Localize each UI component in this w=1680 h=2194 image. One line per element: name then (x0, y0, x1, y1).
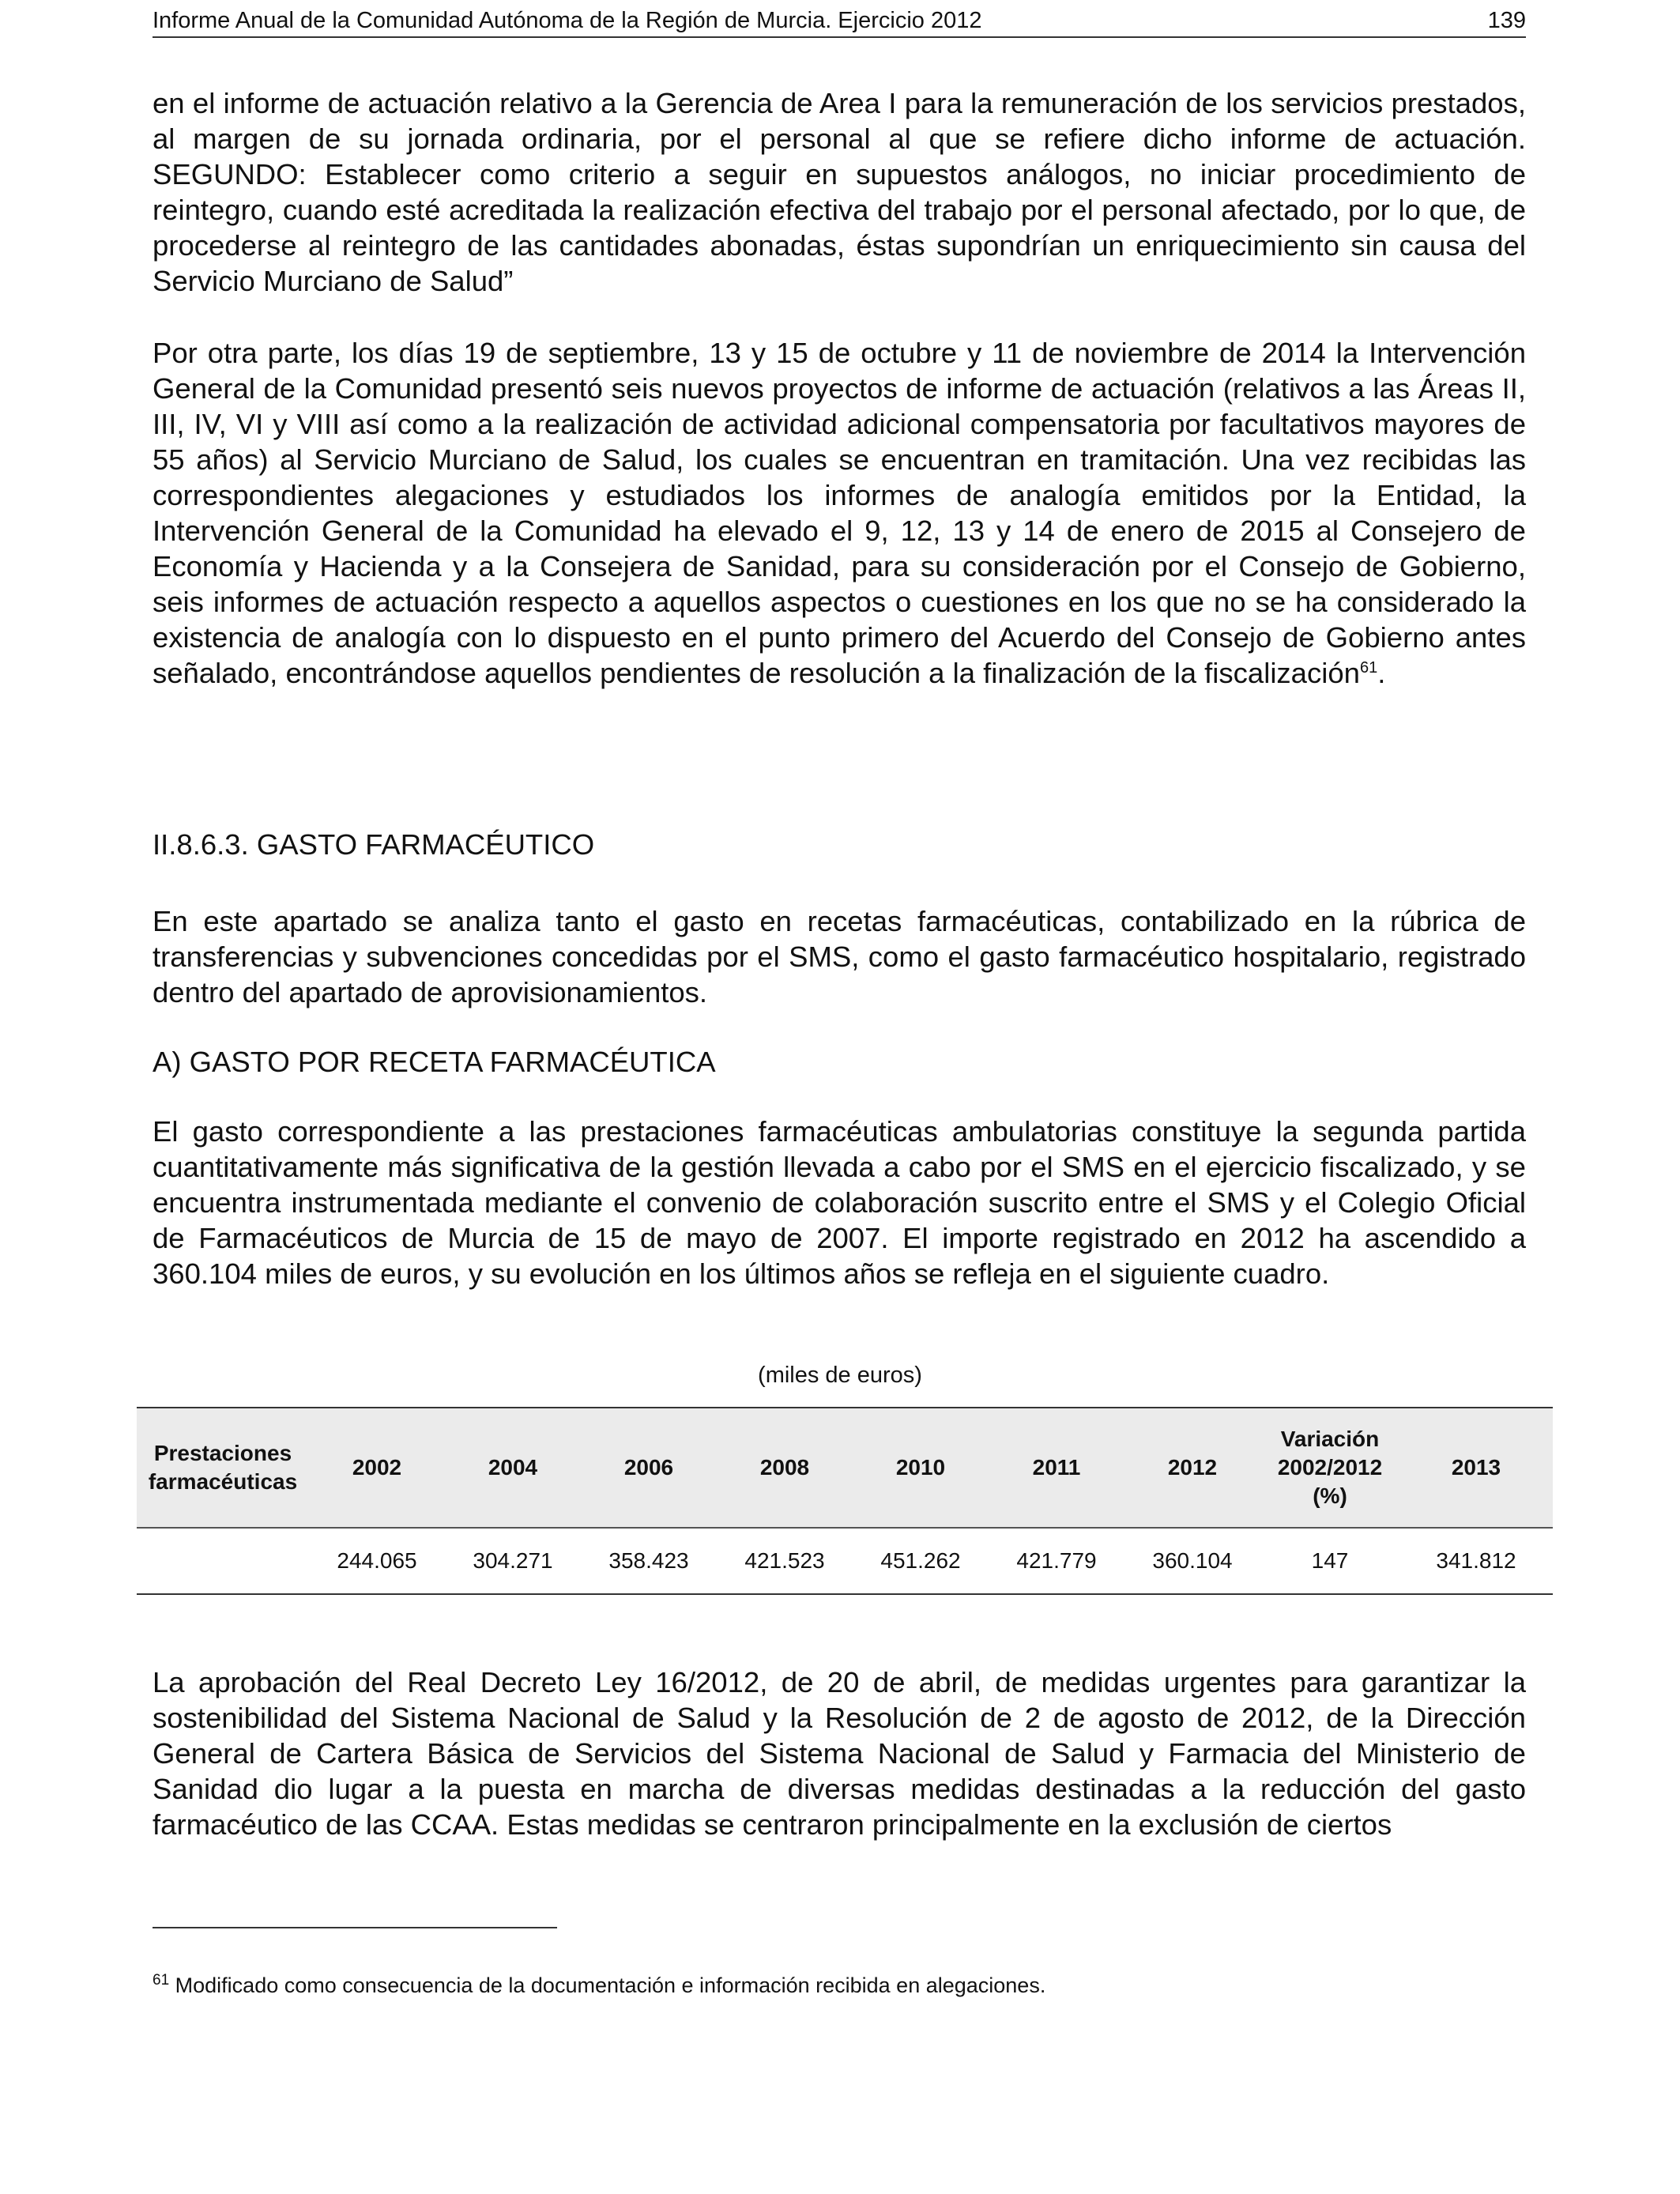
cell-2012: 360.104 (1124, 1528, 1260, 1594)
paragraph-5: La aprobación del Real Decreto Ley 16/2012, de 20 de abril, de medidas urgentes para garantizar la sostenibilidad del Sistema Nacional de Salud y la Resolución de 2 de agosto de 2012, de la Dirección General de Cartera Básica de Servicios del Sistema Nacional de Salud y Farmacia del Ministerio de Sanidad dio lugar a la puesta en marcha de diversas medidas destinadas a la reducción del gasto farmacéutico de las CCAA. Estas medidas se centraron principalmente en la exclusión de ciertos (153, 1666, 1526, 1841)
paragraph-2-text: Por otra parte, los días 19 de septiembre, 13 y 15 de octubre y 11 de noviembre de 2014 la Intervención General de la Comunidad presentó seis nuevos proyectos de informe de actuación (relativos a las Áreas II, III, IV, VI y VIII así como a la realización de actividad adicional compensatoria por facultativos mayores de 55 años) al Servicio Murciano de Salud, los cuales se encuentran en tramitación. Una vez recibidas las correspondientes alegaciones y estudiados los informes de analogía emitidos por la Entidad, la Intervención General de la Comunidad ha elevado el 9, 12, 13 y 14 de enero de 2015 al Consejero de Economía y Hacienda y a la Consejera de Sanidad, para su consideración por el Consejo de Gobierno, seis informes de actuación respecto a aquellos aspectos o cuestiones en los que no se ha considerado la existencia de analogía con lo dispuesto en el punto primero del Acuerdo del Consejo de Gobierno antes señalado, encontrándose aquellos pendientes de resolución a la finalización de la fiscalización (153, 337, 1526, 689)
paragraph-1: en el informe de actuación relativo a la Gerencia de Area I para la remuneración de los servicios prestados, al margen de su jornada ordinaria, por el personal al que se refiere dicho informe de actuación. SEGUNDO: Establecer como criterio a seguir en supuestos análogos, no iniciar procedimiento de reintegro, cuando esté acreditada la realización efectiva del trabajo por el personal afectado, por lo que, de procederse al reintegro de las cantidades abonadas, éstas supondrían un enriquecimiento sin causa del Servicio Murciano de Salud” (153, 87, 1526, 297)
table-header-row (137, 1408, 1553, 1528)
cell-2013: 341.812 (1399, 1528, 1553, 1594)
col-header-2008: 2008 (717, 1408, 853, 1528)
col-header-2006: 2006 (581, 1408, 717, 1528)
col-header-2002: 2002 (309, 1408, 445, 1528)
cell-2004: 304.271 (445, 1528, 581, 1594)
paragraph-2-end: . (1377, 657, 1386, 689)
page-header (153, 5, 1526, 38)
col-header-2004: 2004 (445, 1408, 581, 1528)
section-heading: II.8.6.3. GASTO FARMACÉUTICO (153, 828, 595, 861)
table-row (137, 1528, 1553, 1594)
header-title: Informe Anual de la Comunidad Autónoma de la Región de Murcia. Ejercicio 2012 (153, 8, 982, 33)
paragraph-3: En este apartado se analiza tanto el gasto en recetas farmacéuticas, contabilizado en la rúbrica de transferencias y subvenciones concedidas por el SMS, como el gasto farmacéutico hospitalario, registrado dentro del apartado de aprovisionamientos. (153, 905, 1526, 1008)
cell-2011: 421.779 (989, 1528, 1124, 1594)
col-header-2012: 2012 (1124, 1408, 1260, 1528)
footnote-61 (153, 1971, 1526, 2000)
footnote-ref-61[interactable]: 61 (1359, 658, 1378, 677)
col-header-2011: 2011 (989, 1408, 1124, 1528)
subsection-heading: A) GASTO POR RECETA FARMACÉUTICA (153, 1046, 716, 1078)
cell-2006: 358.423 (581, 1528, 717, 1594)
col-header-concept: Prestaciones farmacéuticas (137, 1408, 309, 1528)
cell-2008: 421.523 (717, 1528, 853, 1594)
paragraph-4: El gasto correspondiente a las prestaciones farmacéuticas ambulatorias constituye la segunda partida cuantitativamente más significativa de la gestión llevada a cabo por el SMS en el ejercicio fiscalizado, y se encuentra instrumentada mediante el convenio de colaboración suscrito entre el SMS y el Colegio Oficial de Farmacéuticos de Murcia de 15 de mayo de 2007. El importe registrado en 2012 ha ascendido a 360.104 miles de euros, y su evolución en los últimos años se refleja en el siguiente cuadro. (153, 1115, 1526, 1290)
cell-2002: 244.065 (309, 1528, 445, 1594)
footnote-number: 61 (153, 1972, 170, 1989)
cell-variation: 147 (1260, 1528, 1399, 1594)
footnote-text: Modificado como consecuencia de la documentación e información recibida en alegaciones. (175, 1973, 1046, 1997)
col-header-2010: 2010 (853, 1408, 989, 1528)
col-header-variation: Variación 2002/2012 (%) (1260, 1408, 1399, 1528)
page-number: 139 (1487, 8, 1526, 33)
cell-concept (137, 1528, 309, 1594)
footnote-separator (153, 1927, 557, 1928)
paragraph-2 (153, 335, 1526, 691)
cell-2010: 451.262 (853, 1528, 989, 1594)
col-header-2013: 2013 (1399, 1408, 1553, 1528)
table-units: (miles de euros) (758, 1363, 922, 1388)
pharma-expense-table (137, 1407, 1553, 1595)
